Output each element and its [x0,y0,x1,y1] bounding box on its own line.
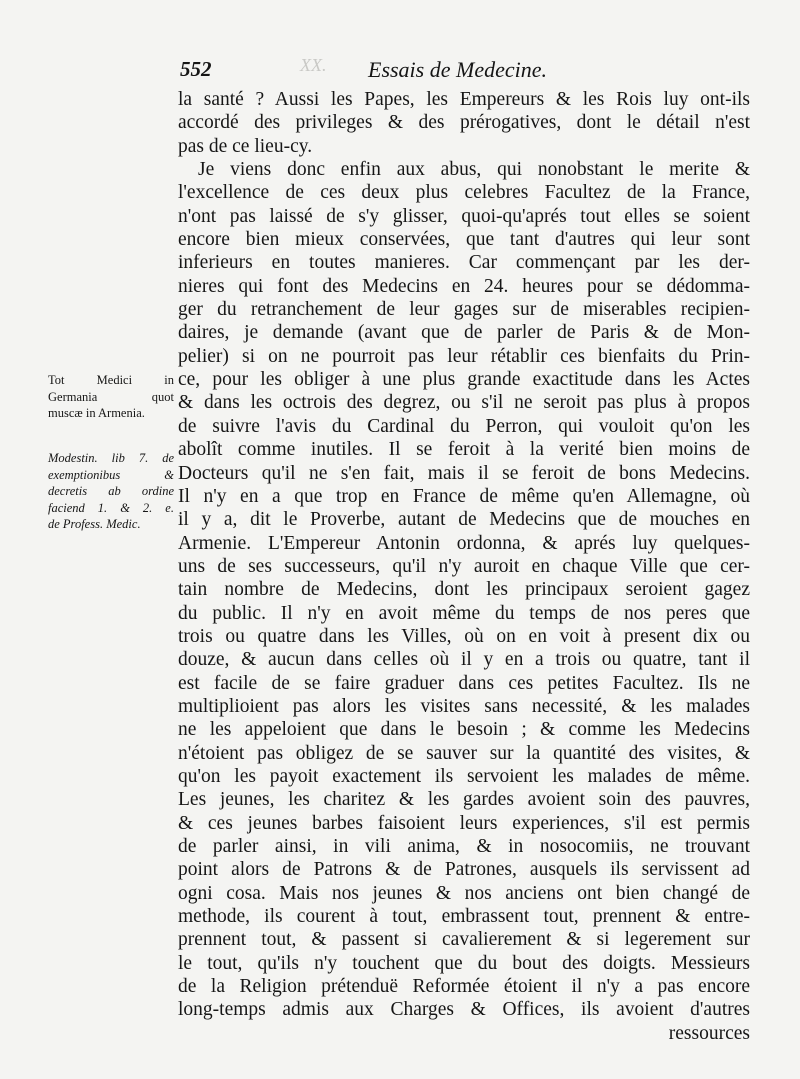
text-line: de suivre l'avis du Cardinal du Perron, qui vouloit qu'on les [178,415,750,437]
margin-note-modestin [48,450,174,533]
margin-note-line: muscæ in Armenia. [48,406,145,420]
catchword: ressources [668,1022,750,1044]
text-line: il y a, dit le Proverbe, autant de Medecins que de mouches en [178,509,750,531]
text-line: nieres qui font des Medecins en 24. heures pour se dédomma- [178,275,750,297]
text-line: du public. Il n'y en avoit même du temps de nos peres que [178,602,750,624]
text-line: methode, ils courent à tout, embrassent tout, prennent & entre- [178,906,750,928]
text-line: est facile de se faire graduer dans ces petites Facultez. Ils ne [178,672,750,694]
text-line: ogni cosa. Mais nos jeunes & nos anciens ont bien changé de [178,882,750,904]
text-line: de la Religion prétenduë Reformée étoient il n'y a pas encore [178,976,750,998]
text-line: n'étoient pas obligez de se sauver sur la quantité des visites, & [178,742,750,764]
text-line: pelier) si on ne pourroit pas leur rétablir ces bienfaits du Prin- [178,345,750,367]
body-text [178,88,750,1045]
text-line: le tout, qu'ils n'y touchent que du bout des doigts. Messieurs [178,952,750,974]
text-line: daires, je demande (avant que de parler de Paris & de Mon- [178,322,750,344]
text-line: inferieurs en toutes manieres. Car commençant par les der- [178,252,750,274]
text-line: l'excellence de ces deux plus celebres Facultez de la France, [178,182,750,204]
text-line: multiplioient pas alors les visites sans necessité, & les malades [178,695,750,717]
text-line: Docteurs qu'il ne s'en fait, mais il se feroit de bons Medecins. [178,462,750,484]
margin-note-line: Germania quot [48,389,174,404]
text-line: pas de ce lieu-cy. [178,135,313,157]
running-title: Essais de Medecine. [368,57,547,82]
margin-note-line: faciend 1. & 2. e. [48,500,174,515]
margin-note-line: Tot Medici in [48,373,174,387]
bleed-through-text: XX. [300,55,327,75]
text-line: uns de ses successeurs, qu'il n'y auroit en chaque Ville que cer- [178,555,750,577]
text-line: abolît comme inutiles. Il se feroit à la verité bien moins de [178,439,750,461]
text-line: prennent tout, & passent si cavalierement & si legerement sur [178,929,750,951]
text-line: & ces jeunes barbes faisoient leurs experiences, s'il est permis [178,812,750,834]
text-line: n'ont pas laissé de s'y glisser, quoi-qu'aprés tout elles se soient [178,205,750,227]
margin-note-line: exemptionibus & [48,467,174,482]
text-line: ne les appeloient que dans le besoin ; & comme les Medecins [178,719,750,741]
text-line: ce, pour les obliger à une plus grande exactitude dans les Actes [178,369,750,391]
text-line: encore bien mieux conservées, que tant d'autres qui leur sont [178,229,750,251]
text-line: accordé des privileges & des prérogatives, dont le détail n'est [178,112,750,134]
text-line: ger du retranchement de leur gages sur de miserables recipien- [178,299,750,321]
margin-note-line: decretis ab ordine [48,484,174,498]
text-line: long-temps admis aux Charges & Offices, ils avoient d'autres [178,999,750,1021]
text-line: qu'on les payoit exactement ils servoient les malades de même. [178,765,750,787]
page-header [180,57,720,87]
text-line: Armenie. L'Empereur Antonin ordonna, & aprés luy quelques- [178,532,750,554]
margin-note-line: de Profess. Medic. [48,517,141,531]
text-line: Je viens donc enfin aux abus, qui nonobstant le merite & [198,159,750,181]
text-line: Les jeunes, les charitez & les gardes avoient soin des pauvres, [178,789,750,811]
text-line: douze, & aucun dans celles où il y en a trois ou quatre, tant il [178,649,750,671]
text-line: de parler ainsi, in vili anima, & in nosocomiis, ne trouvant [178,836,750,857]
text-line: Il n'y en a que trop en France de même qu'en Allemagne, où [178,485,750,507]
text-line: trois ou quatre dans les Villes, où on en voit à present dix ou [178,625,750,647]
text-line: tain nombre de Medecins, dont les principaux seroient gagez [178,579,750,601]
margin-note-line: Modestin. lib 7. de [48,451,174,465]
text-line: la santé ? Aussi les Papes, les Empereurs & les Rois luy ont-ils [178,89,750,110]
margin-note-medici [48,372,174,422]
text-line: & dans les octrois des degrez, ou s'il ne seroit pas plus à propos [178,392,750,414]
text-line: point alors de Patrons & de Patrones, ausquels ils servissent ad [178,859,750,881]
page-number: 552 [180,57,212,81]
